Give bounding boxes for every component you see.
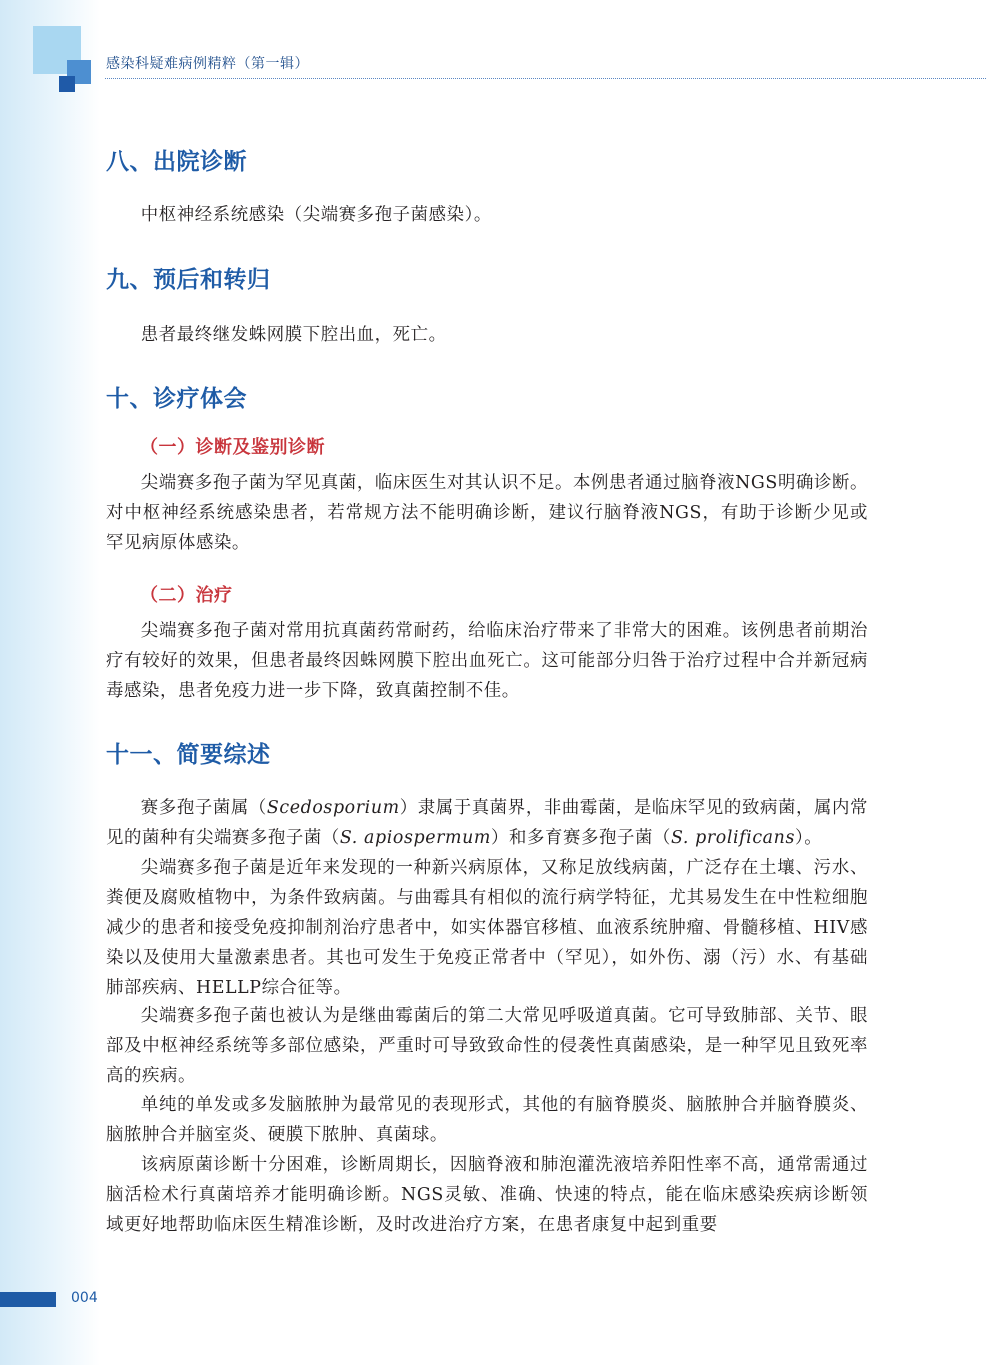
section-11-heading: 十一、简要综述 [106,742,271,768]
p1-text-4: ）。 [794,828,823,848]
section-11-paragraph-1 [106,793,868,853]
section-11-paragraph-2: 尖端赛多孢子菌是近年来发现的一种新兴病原体，又称足放线病菌，广泛存在土壤、污水、粪便及腐败植物中，为条件致病菌。与曲霉具有相似的流行病学特征，尤其易发生在中性粒细胞减少的患者和接受免疫抑制剂治疗患者中，如实体器官移植、血液系统肿瘤、骨髓移植、HIV感染以及使用大量激素患者。其也可发生于免疫正常者中（罕见），如外伤、溺（污）水、有基础肺部疾病、HELLP综合征等。 [106,858,868,998]
section-8-paragraph: 中枢神经系统感染（尖端赛多孢子菌感染）。 [140,205,492,225]
footer-bar [0,1292,56,1307]
running-head-title: 感染科疑难病例精粹（第一辑） [106,56,309,72]
section-11-paragraph-5: 该病原菌诊断十分困难，诊断周期长，因脑脊液和肺泡灌洗液培养阳性率不高，通常需通过脑活检术行真菌培养才能明确诊断。NGS灵敏、准确、快速的特点，能在临床感染疾病诊断领域更好地帮助临床医生精准诊断，及时改进治疗方案，在患者康复中起到重要 [106,1155,868,1235]
p1-genus-scedosporium: Scedosporium [266,798,400,818]
section-10-sub1-paragraph: 尖端赛多孢子菌为罕见真菌，临床医生对其认识不足。本例患者通过脑脊液NGS明确诊断。对中枢神经系统感染患者，若常规方法不能明确诊断，建议行脑脊液NGS，有助于诊断少见或罕见病原体感染。 [106,473,868,553]
header-dotted-rule [105,78,986,79]
section-9-paragraph: 患者最终继发蛛网膜下腔出血，死亡。 [140,325,447,345]
p1-text-2: ）隶属于真菌界，非曲霉菌，是临床罕见的致病菌，属内常见的菌种有尖端赛多孢子菌（ [106,798,868,848]
p1-species-prolificans: S. prolificans [670,828,795,848]
section-11-paragraph-4: 单纯的单发或多发脑脓肿为最常见的表现形式，其他的有脑脊膜炎、脑脓肿合并脑脊膜炎、脑脓肿合并脑室炎、硬膜下脓肿、真菌球。 [106,1095,868,1145]
section-10-sub2-heading: （二）治疗 [140,585,233,606]
section-10-sub1-heading: （一）诊断及鉴别诊断 [140,437,325,458]
page-number: 004 [71,1290,98,1306]
section-10-heading: 十、诊疗体会 [106,386,247,412]
section-9-heading: 九、预后和转归 [106,267,271,293]
section-11-paragraph-3: 尖端赛多孢子菌也被认为是继曲霉菌后的第二大常见呼吸道真菌。它可导致肺部、关节、眼部及中枢神经系统等多部位感染，严重时可导致致命性的侵袭性真菌感染，是一种罕见且致死率高的疾病。 [106,1006,868,1086]
header-square-dark [59,76,75,92]
section-10-sub2-paragraph: 尖端赛多孢子菌对常用抗真菌药常耐药，给临床治疗带来了非常大的困难。该例患者前期治疗有较好的效果，但患者最终因蛛网膜下腔出血死亡。这可能部分归咎于治疗过程中合并新冠病毒感染，患者免疫力进一步下降，致真菌控制不佳。 [106,621,868,701]
section-8-heading: 八、出院诊断 [106,149,247,175]
p1-text-1: 赛多孢子菌属（ [140,798,267,818]
p1-species-apiospermum: S. apiospermum [339,828,492,848]
p1-text-3: ）和多育赛多孢子菌（ [491,828,671,848]
side-gradient-decoration [0,0,100,1365]
